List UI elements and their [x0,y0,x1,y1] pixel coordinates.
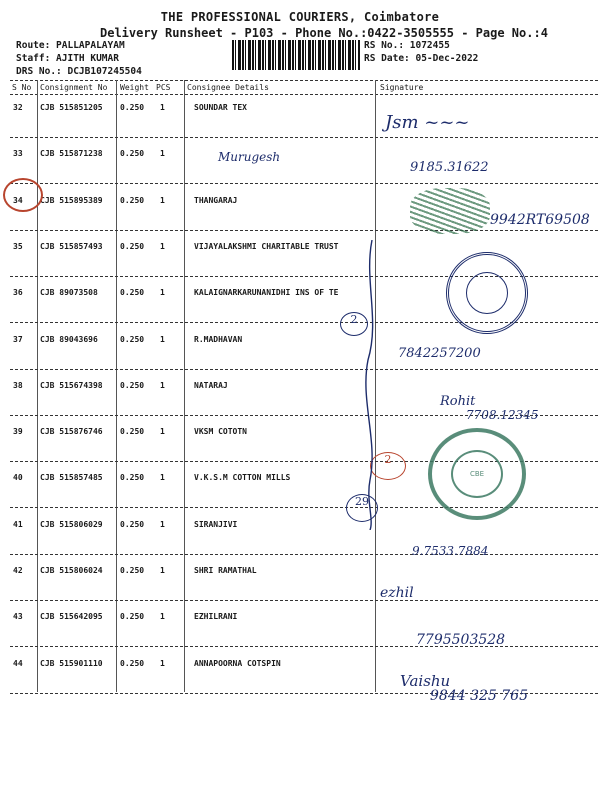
pieces-count: 1 [160,659,165,668]
pieces-count: 1 [160,242,165,251]
scribbled-signature [410,188,490,234]
handwritten-number: 7795503528 [416,632,506,648]
table-top-rule [10,80,598,81]
header-rule [10,94,598,95]
pieces-count: 1 [160,288,165,297]
drs-number: DRS No.: DCJB107245504 [16,66,142,77]
consignment-number: CJB 515806029 [40,520,103,529]
consignment-number: CJB 89073508 [40,288,98,297]
consignee-name: VKSM COTOTN [194,427,247,436]
consignment-number: CJB 515674398 [40,381,103,390]
handwritten-number: 9.7533.7884 [412,544,489,558]
handwritten-name: Vaishu [400,672,451,690]
col-weight: Weight [120,83,149,92]
row-serial-number: 44 [13,659,23,668]
weight-value: 0.250 [120,242,145,251]
pieces-count: 1 [160,427,165,436]
col-pcs: PCS [156,83,171,92]
handwritten-number: 9942RT69508 [490,212,590,228]
consignee-name: THANGARAJ [194,196,238,205]
weight-value: 0.250 [120,473,145,482]
consignment-number: CJB 515851205 [40,103,103,112]
handwritten-murugesh: Murugesh [218,150,281,164]
circled-number: 29 [346,494,378,522]
weight-value: 0.250 [120,149,145,158]
pen-stroke [360,240,382,530]
weight-value: 0.250 [120,520,145,529]
row-serial-number: 41 [13,520,23,529]
consignee-name: KALAIGNARKARUNANIDHI INS OF TE [194,288,339,297]
runsheet-title: THE PROFESSIONAL COURIERS, Coimbatore [160,10,440,24]
barcode [232,40,360,70]
vksm-stamp: CBE [428,428,526,520]
row-serial-number: 35 [13,242,23,251]
row-serial-number: 42 [13,566,23,575]
consignment-number: CJB 515901110 [40,659,103,668]
weight-value: 0.250 [120,612,145,621]
staff-label: Staff: AJITH KUMAR [16,53,119,64]
handwritten-number: 7842257200 [398,346,481,361]
row-serial-number: 36 [13,288,23,297]
consignee-name: R.MADHAVAN [194,335,243,344]
handwritten-name: ezhil [380,585,414,601]
consignee-name: SOUNDAR TEX [194,103,247,112]
weight-value: 0.250 [120,196,145,205]
circled-number: 2 [370,452,406,480]
row-divider [10,183,598,184]
pieces-count: 1 [160,335,165,344]
consignee-name: ANNAPOORNA COTSPIN [194,659,281,668]
pieces-count: 1 [160,473,165,482]
runsheet-subtitle: Delivery Runsheet - P103 - Phone No.:0422-3505555 - Page No.:4 [100,26,548,40]
consignment-number: CJB 515806024 [40,566,103,575]
circled-row-marker [3,178,43,212]
circled-number: 2 [340,312,368,336]
consignee-name: NATARAJ [194,381,228,390]
consignment-number: CJB 515857493 [40,242,103,251]
weight-value: 0.250 [120,381,145,390]
consignment-number: CJB 515857485 [40,473,103,482]
pieces-count: 1 [160,103,165,112]
weight-value: 0.250 [120,288,145,297]
row-serial-number: 32 [13,103,23,112]
consignee-name: EZHILRANI [194,612,238,621]
handwritten-number: 9185.31622 [410,160,489,175]
row-serial-number: 39 [13,427,23,436]
row-serial-number: 34 [13,196,23,205]
row-divider [10,600,598,601]
consignment-number: CJB 515871238 [40,149,103,158]
pieces-count: 1 [160,381,165,390]
pieces-count: 1 [160,566,165,575]
institute-stamp [446,252,528,334]
row-serial-number: 33 [13,149,23,158]
col-sno: S No [12,83,32,92]
consignment-number: CJB 89043696 [40,335,98,344]
pieces-count: 1 [160,520,165,529]
route-label: Route: PALLAPALAYAM [16,40,125,51]
pieces-count: 1 [160,612,165,621]
weight-value: 0.250 [120,659,145,668]
row-divider [10,369,598,370]
row-divider [10,137,598,138]
rs-date: RS Date: 05-Dec-2022 [364,53,479,64]
consignment-number: CJB 515642095 [40,612,103,621]
consignment-number: CJB 515876746 [40,427,103,436]
rs-number: RS No.: 1072455 [364,40,450,51]
handwritten-number: 7708.12345 [466,408,539,422]
row-divider [10,230,598,231]
consignee-name: SIRANJIVI [194,520,238,529]
row-divider [10,646,598,647]
consignee-name: VIJAYALAKSHMI CHARITABLE TRUST [194,242,339,251]
col-signature: Signature [380,83,424,92]
weight-value: 0.250 [120,566,145,575]
row-serial-number: 37 [13,335,23,344]
consignee-name: V.K.S.M COTTON MILLS [194,473,291,482]
row-serial-number: 40 [13,473,23,482]
weight-value: 0.250 [120,335,145,344]
consignment-number: CJB 515895389 [40,196,103,205]
row-serial-number: 43 [13,612,23,621]
pieces-count: 1 [160,149,165,158]
col-consignee: Consignee Details [187,83,269,92]
handwritten-number: 9844 325 765 [430,688,528,704]
signature-row-32: Jsm ~~~ [385,112,470,133]
row-divider [10,554,598,555]
row-serial-number: 38 [13,381,23,390]
col-consignment: Consignment No [40,83,108,92]
consignee-name: SHRI RAMATHAL [194,566,257,575]
weight-value: 0.250 [120,427,145,436]
weight-value: 0.250 [120,103,145,112]
handwritten-name: Rohit [440,394,476,409]
pieces-count: 1 [160,196,165,205]
